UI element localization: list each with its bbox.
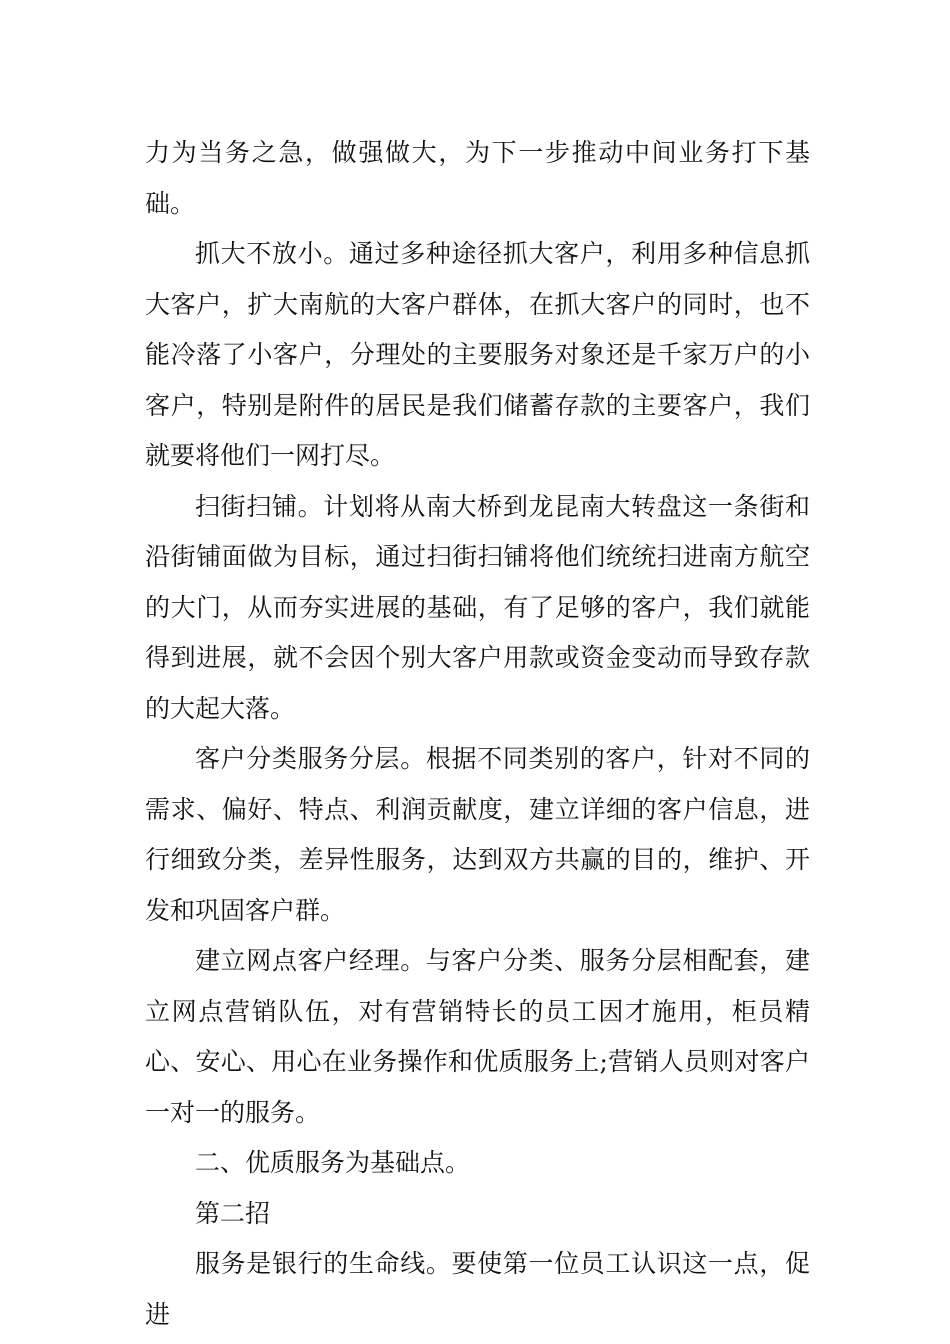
paragraph-5: 建立网点客户经理。与客户分类、服务分层相配套，建立网点营销队伍，对有营销特长的员工因才施用，柜员精心、安心、用心在业务操作和优质服务上;营销人员则对客户一对一的服务。 — [145, 946, 810, 1127]
subsection-heading: 第二招 — [195, 1198, 271, 1228]
paragraph-3: 扫街扫铺。计划将从南大桥到龙昆南大转盘这一条街和沿街铺面做为目标，通过扫街扫铺将他们统统扫进南方航空的大门，从而夯实进展的基础，有了足够的客户，我们就能得到进展，就不会因个别大客户用款或资金变动而导致存款的大起大落。 — [145, 491, 810, 723]
paragraph-1: 力为当务之急，做强做大，为下一步推动中间业务打下基础。 — [145, 138, 810, 218]
paragraph-4: 客户分类服务分层。根据不同类别的客户，针对不同的需求、偏好、特点、利润贡献度，建立详细的客户信息，进行细致分类，差异性服务，达到双方共赢的目的，维护、开发和巩固客户群。 — [145, 744, 810, 925]
section-heading: 二、优质服务为基础点。 — [195, 1148, 471, 1177]
document-body — [145, 128, 810, 1340]
paragraph-2: 抓大不放小。通过多种途径抓大客户，利用多种信息抓大客户，扩大南航的大客户群体，在抓大客户的同时，也不能冷落了小客户，分理处的主要服务对象还是千家万户的小客户，特别是附件的居民是我们储蓄存款的主要客户，我们就要将他们一网打尽。 — [145, 239, 810, 470]
paragraph-6: 服务是银行的生命线。要使第一位员工认识这一点，促进 — [145, 1249, 810, 1329]
